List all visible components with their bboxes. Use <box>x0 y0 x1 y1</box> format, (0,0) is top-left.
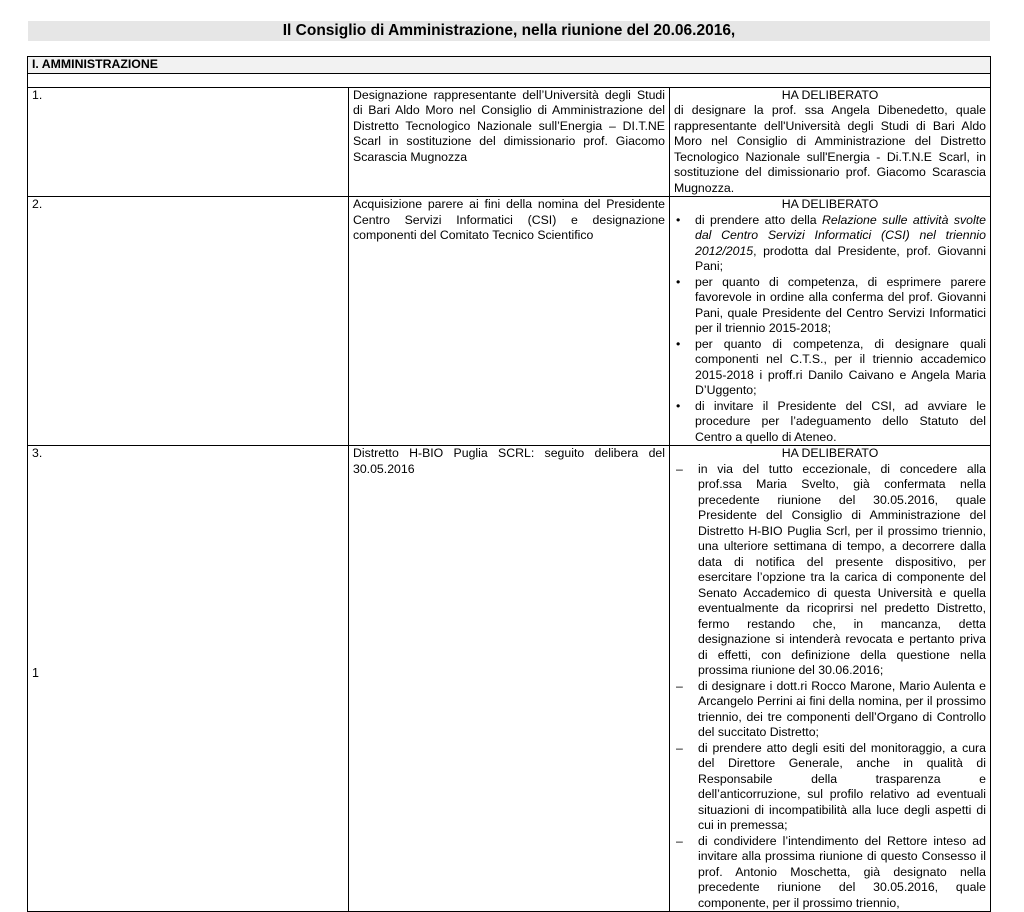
table-row <box>28 87 991 197</box>
table-row <box>28 197 991 446</box>
page-title: Il Consiglio di Amministrazione, nella riunione del 20.06.2016, <box>28 21 990 41</box>
verdict-label: HA DELIBERATO <box>781 87 879 102</box>
spacer-row <box>28 73 991 87</box>
page-number: 1 <box>32 666 39 680</box>
list-item: – di condividere l’intendimento del Rettore inteso ad invitare alla prossima riunione di questo Consesso il prof. Antonio Moschetta, già designato nella precedente riunione del 30.05.2016, quale componente, per il prossimo triennio, <box>676 833 986 910</box>
dash-icon: – <box>676 461 683 476</box>
row-deliberation <box>670 87 991 197</box>
deliberation-text: di designare la prof. ssa Angela Dibenedetto, quale rappresentante dell'Università degli Studi di Bari Aldo Moro nel Consiglio di Amministrazione del Distretto Tecnologico Nazionale sull'Energia - Di.T.N.E Scarl, in sostituzione del dimissionario prof. Giacomo Scarascia Mugnozza. <box>674 103 986 195</box>
dash-icon: – <box>676 678 683 693</box>
row-subject: Designazione rappresentante dell’Università degli Studi di Bari Aldo Moro nel Consiglio di Amministrazione del Distretto Tecnologico Nazionale sull’Energia – DI.T.NE Scarl in sostituzione del dimissionario prof. Giacomo Scarascia Mugnozza <box>349 87 670 197</box>
verdict-label: HA DELIBERATO <box>781 446 879 460</box>
list-item: • per quanto di competenza, di esprimere parere favorevole in ordine alla conferma del prof. Giovanni Pani, quale Presidente del Centro Servizi Informatici per il triennio 2015-2018; <box>676 274 986 335</box>
section-title: I. AMMINISTRAZIONE <box>28 57 991 74</box>
row-number: 3. <box>28 446 349 912</box>
list-item: • per quanto di competenza, di designare quali componenti nel C.T.S., per il triennio accademico 2015-2018 i proff.ri Danilo Caivano e Angela Maria D’Uggento; <box>676 336 986 397</box>
bullet-icon: • <box>676 274 681 289</box>
table-row <box>28 446 991 912</box>
bullet-icon: • <box>676 212 681 227</box>
bullet-icon: • <box>676 398 681 413</box>
row-subject: Distretto H-BIO Puglia SCRL: seguito delibera del 30.05.2016 <box>349 446 670 912</box>
row-subject: Acquisizione parere ai fini della nomina del Presidente Centro Servizi Informatici (CSI) e designazione componenti del Comitato Tecnico Scientifico <box>349 197 670 446</box>
deliberation-list <box>674 213 986 446</box>
row-deliberation <box>670 446 991 912</box>
list-item: – di prendere atto degli esiti del monitoraggio, a cura del Direttore Generale, anche in qualità di Responsabile della trasparenza e dell’anticorruzione, sul profilo relativo ad eventuali situazioni di incompatibilità alla luce degli aspetti di cui in premessa; <box>676 740 986 832</box>
list-item: • di prendere atto della Relazione sulle attività svolte dal Centro Servizi Informatici (CSI) nel triennio 2012/2015, prodotta dal Presidente, prof. Giovanni Pani; <box>676 212 987 273</box>
deliberations-table <box>27 56 991 912</box>
verdict-label: HA DELIBERATO <box>781 197 879 211</box>
list-item: – in via del tutto eccezionale, di concedere alla prof.ssa Maria Svelto, già confermata nella precedente riunione del 30.05.2016, quale Presidente del Consiglio di Amministrazione del Distretto H-BIO Puglia Scrl, per il prossimo triennio, una ulteriore settimana di tempo, a decorrere dalla data di notifica del presente dispositivo, per esercitare l’opzione tra la carica di componente del Senato Accademico di questa Università e quella eventualmente da ricoprirsi nel predetto Distretto, fermo restando che, in mancanza, detta designazione si intenderà revocata e pertanto priva di effetti, con definizione della questione nella prossima riunione del 30.06.2016; <box>676 461 986 677</box>
list-item: • di invitare il Presidente del CSI, ad avviare le procedure per l’adeguamento dello Statuto del Centro a quello di Ateneo. <box>676 398 986 444</box>
dash-icon: – <box>676 740 683 755</box>
section-header-row <box>28 57 991 74</box>
bullet-icon: • <box>676 336 681 351</box>
row-number: 2. <box>28 197 349 446</box>
dash-icon: – <box>676 833 683 848</box>
row-number: 1. <box>28 87 349 197</box>
row-deliberation <box>670 197 991 446</box>
deliberation-list <box>674 462 986 912</box>
list-item: – di designare i dott.ri Rocco Marone, Mario Aulenta e Arcangelo Perrini ai fini della nomina, per il prossimo triennio, dei tre componenti dell’Organo di Controllo del succitato Distretto; <box>676 678 986 739</box>
